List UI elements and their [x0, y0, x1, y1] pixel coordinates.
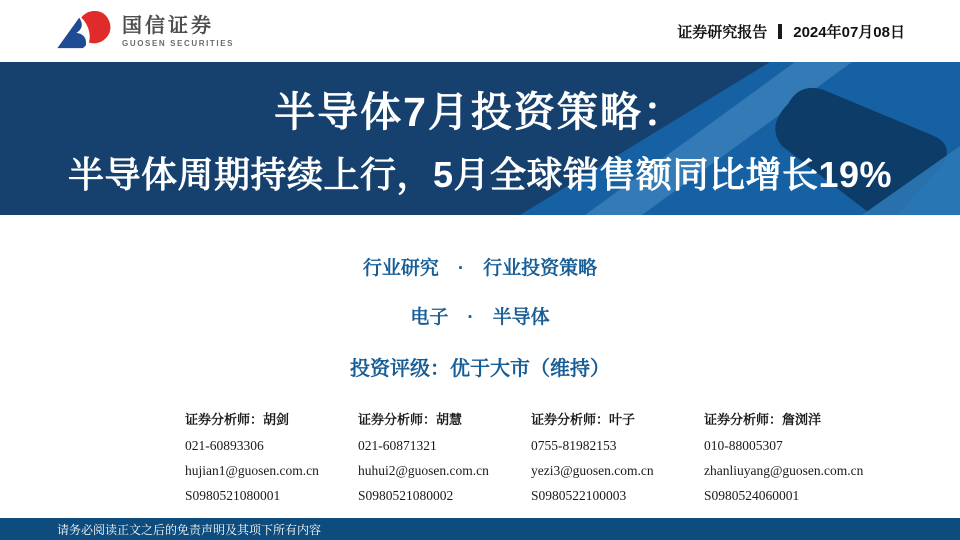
- banner-titles: [0, 62, 960, 215]
- analyst-name-line: [185, 409, 358, 428]
- analyst-card: [704, 409, 877, 513]
- analyst-license: S0980522100003: [531, 488, 627, 503]
- title-banner: [0, 62, 960, 215]
- industry-category: 行业研究 · 行业投资策略: [362, 258, 598, 279]
- disclaimer-text: 请务必阅读正文之后的免责声明及其项下所有内容: [57, 522, 322, 537]
- analyst-name-line: [531, 409, 704, 428]
- analyst-name-line: [358, 409, 531, 428]
- analyst-card: [358, 409, 531, 513]
- guosen-logo: [55, 11, 234, 51]
- analyst-phone: 021-60871321: [358, 438, 437, 453]
- analyst-phone: 0755-81982153: [531, 438, 617, 453]
- analyst-license: S0980524060001: [704, 488, 800, 503]
- logo-name-en: GUOSEN SECURITIES: [122, 38, 235, 48]
- disclaimer-bar: [0, 518, 960, 540]
- analyst-grid: [185, 409, 960, 513]
- analyst-license: S0980521080001: [185, 488, 281, 503]
- analyst-label: 证券分析师：: [531, 412, 610, 427]
- report-type-label: 证券研究报告: [677, 23, 768, 41]
- header-meta: [677, 21, 905, 42]
- analyst-email: hujian1@guosen.com.cn: [185, 463, 319, 478]
- analyst-phone: 021-60893306: [185, 438, 264, 453]
- header-divider: [778, 24, 782, 39]
- report-title-line2: 半导体周期持续上行，5月全球销售额同比增长19%: [67, 154, 893, 195]
- guosen-logo-icon: [55, 11, 113, 51]
- logo-name-cn: 国信证券: [122, 14, 214, 37]
- analyst-card: [185, 409, 358, 513]
- analyst-email: huhui2@guosen.com.cn: [358, 463, 489, 478]
- analyst-name-line: [704, 409, 877, 428]
- report-date: 2024年07月08日: [793, 23, 905, 41]
- analyst-name: 胡慧: [436, 412, 463, 427]
- analyst-phone: 010-88005307: [704, 438, 783, 453]
- logo-text: [122, 15, 234, 48]
- report-title-line1: 半导体7月投资策略：: [274, 89, 686, 135]
- report-header: [0, 0, 960, 62]
- analyst-license: S0980521080002: [358, 488, 454, 503]
- analyst-label: 证券分析师：: [185, 412, 264, 427]
- analyst-name: 叶子: [609, 412, 636, 427]
- analyst-label: 证券分析师：: [704, 412, 783, 427]
- analyst-label: 证券分析师：: [358, 412, 437, 427]
- analyst-email: zhanliuyang@guosen.com.cn: [704, 463, 864, 478]
- analyst-email: yezi3@guosen.com.cn: [531, 463, 654, 478]
- analyst-name: 胡剑: [263, 412, 290, 427]
- investment-rating: 投资评级：优于大市（维持）: [350, 358, 610, 380]
- analyst-name: 詹浏洋: [782, 412, 822, 427]
- analyst-card: [531, 409, 704, 513]
- sector-category: 电子 · 半导体: [410, 307, 550, 328]
